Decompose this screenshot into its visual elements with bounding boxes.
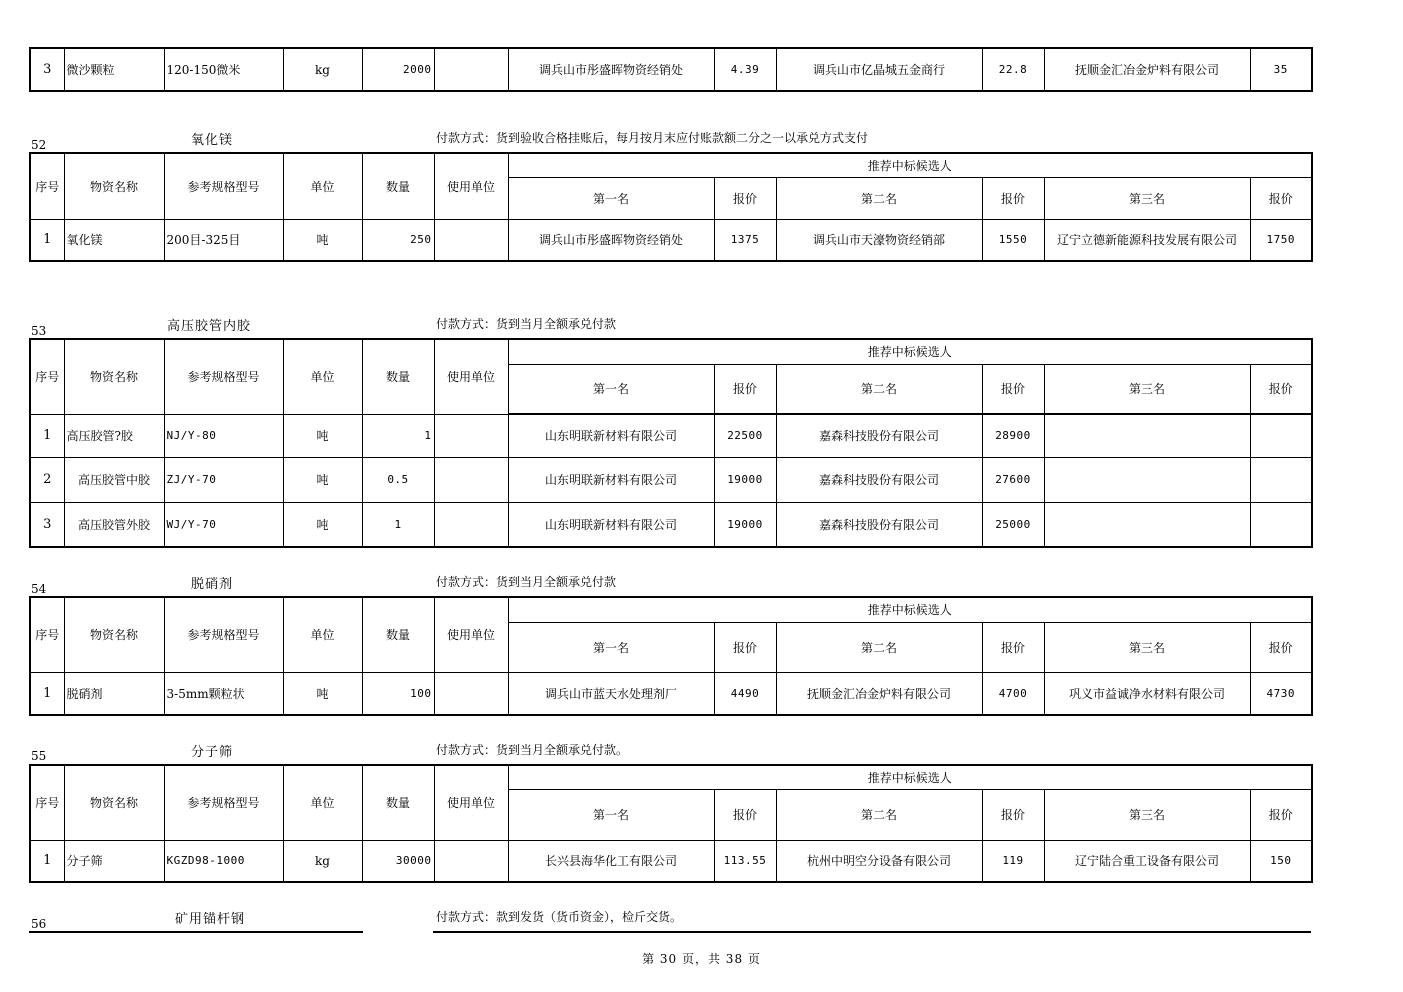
spec-cell: ZJ/Y-70 xyxy=(164,457,283,502)
second-company-cell: 调兵山市亿晶城五金商行 xyxy=(776,48,982,91)
header-unit: 单位 xyxy=(283,153,362,219)
second-price-cell: 27600 xyxy=(982,457,1044,502)
unit-cell: 吨 xyxy=(283,219,362,261)
header-unit: 单位 xyxy=(283,597,362,672)
header-price: 报价 xyxy=(982,177,1044,219)
first-company-cell: 山东明联新材料有限公司 xyxy=(508,414,714,457)
header-qty: 数量 xyxy=(362,153,434,219)
header-row xyxy=(30,765,1312,789)
second-price-cell: 28900 xyxy=(982,414,1044,457)
second-price-cell: 1550 xyxy=(982,219,1044,261)
header-user: 使用单位 xyxy=(434,765,508,840)
header-spec: 参考规格型号 xyxy=(164,339,283,414)
header-name: 物资名称 xyxy=(64,339,164,414)
spec-cell: NJ/Y-80 xyxy=(164,414,283,457)
header-second: 第二名 xyxy=(776,789,982,840)
first-company-cell: 山东明联新材料有限公司 xyxy=(508,502,714,547)
header-recommend: 推荐中标候选人 xyxy=(508,153,1312,177)
table-top xyxy=(29,47,1313,92)
name-cell: 氧化镁 xyxy=(64,219,164,261)
third-company-cell: 辽宁陆合重工设备有限公司 xyxy=(1044,840,1250,882)
user-cell xyxy=(434,219,508,261)
first-price-cell: 19000 xyxy=(714,502,776,547)
table-row xyxy=(30,502,1312,547)
table-row xyxy=(30,840,1312,882)
header-price: 报价 xyxy=(1250,364,1312,414)
spec-cell: WJ/Y-70 xyxy=(164,502,283,547)
second-company-cell: 嘉森科技股份有限公司 xyxy=(776,414,982,457)
first-price-cell: 1375 xyxy=(714,219,776,261)
header-price: 报价 xyxy=(1250,177,1312,219)
unit-cell: kg xyxy=(283,48,362,91)
payment-terms: 付款方式：款到发货（货币资金），检斤交货。 xyxy=(436,910,683,924)
section-title: 高压胶管内胶 xyxy=(167,319,252,334)
section-number: 54 xyxy=(31,582,47,596)
section-number: 52 xyxy=(31,138,47,152)
third-price-cell: 150 xyxy=(1250,840,1312,882)
unit-cell: 吨 xyxy=(283,414,362,457)
qty-cell: 30000 xyxy=(362,840,434,882)
table-row xyxy=(30,414,1312,457)
header-seq: 序号 xyxy=(30,153,64,219)
spec-cell: KGZD98-1000 xyxy=(164,840,283,882)
header-qty: 数量 xyxy=(362,597,434,672)
first-price-cell: 4.39 xyxy=(714,48,776,91)
seq-cell: 1 xyxy=(30,672,64,715)
header-second: 第二名 xyxy=(776,622,982,672)
second-price-cell: 119 xyxy=(982,840,1044,882)
section-underline xyxy=(29,931,363,933)
seq-cell: 3 xyxy=(30,48,64,91)
payment-terms: 付款方式：货到验收合格挂账后，每月按月末应付账款额二分之一以承兑方式支付 xyxy=(436,131,869,145)
table-55 xyxy=(29,764,1313,883)
header-recommend: 推荐中标候选人 xyxy=(508,597,1312,622)
header-second: 第二名 xyxy=(776,177,982,219)
user-cell xyxy=(434,840,508,882)
header-recommend: 推荐中标候选人 xyxy=(508,339,1312,364)
user-cell xyxy=(434,48,508,91)
header-unit: 单位 xyxy=(283,339,362,414)
qty-cell: 1 xyxy=(362,414,434,457)
seq-cell: 1 xyxy=(30,414,64,457)
second-company-cell: 调兵山市天濠物资经销部 xyxy=(776,219,982,261)
user-cell xyxy=(434,457,508,502)
unit-cell: kg xyxy=(283,840,362,882)
user-cell xyxy=(434,414,508,457)
header-price: 报价 xyxy=(714,364,776,414)
first-company-cell: 调兵山市彤盛晖物资经销处 xyxy=(508,48,714,91)
first-price-cell: 113.55 xyxy=(714,840,776,882)
section-title: 矿用锚杆钢 xyxy=(175,912,246,927)
header-first: 第一名 xyxy=(508,177,714,219)
third-company-cell: 巩义市益诚净水材料有限公司 xyxy=(1044,672,1250,715)
spec-cell: 120-150微米 xyxy=(164,48,283,91)
name-cell: 微沙颗粒 xyxy=(64,48,164,91)
header-spec: 参考规格型号 xyxy=(164,597,283,672)
header-first: 第一名 xyxy=(508,622,714,672)
name-cell: 高压胶管中胶 xyxy=(64,457,164,502)
third-company-cell: 辽宁立德新能源科技发展有限公司 xyxy=(1044,219,1250,261)
unit-cell: 吨 xyxy=(283,502,362,547)
user-cell xyxy=(434,502,508,547)
first-price-cell: 22500 xyxy=(714,414,776,457)
name-cell: 高压胶管外胶 xyxy=(64,502,164,547)
header-user: 使用单位 xyxy=(434,339,508,414)
section-title: 脱硝剂 xyxy=(191,577,234,592)
header-recommend: 推荐中标候选人 xyxy=(508,765,1312,789)
header-row xyxy=(30,339,1312,364)
third-price-cell xyxy=(1250,457,1312,502)
seq-cell: 2 xyxy=(30,457,64,502)
header-price: 报价 xyxy=(982,789,1044,840)
qty-cell: 100 xyxy=(362,672,434,715)
table-53 xyxy=(29,338,1313,548)
table-row xyxy=(30,457,1312,502)
section-title: 氧化镁 xyxy=(191,133,234,148)
header-qty: 数量 xyxy=(362,765,434,840)
qty-cell: 1 xyxy=(362,502,434,547)
header-name: 物资名称 xyxy=(64,153,164,219)
page-footer: 第 30 页，共 38 页 xyxy=(642,952,761,966)
first-company-cell: 长兴县海华化工有限公司 xyxy=(508,840,714,882)
header-third: 第三名 xyxy=(1044,177,1250,219)
header-qty: 数量 xyxy=(362,339,434,414)
second-price-cell: 22.8 xyxy=(982,48,1044,91)
name-cell: 脱硝剂 xyxy=(64,672,164,715)
qty-cell: 250 xyxy=(362,219,434,261)
header-third: 第三名 xyxy=(1044,364,1250,414)
header-seq: 序号 xyxy=(30,339,64,414)
third-price-cell: 4730 xyxy=(1250,672,1312,715)
third-price-cell: 1750 xyxy=(1250,219,1312,261)
table-row xyxy=(30,219,1312,261)
second-company-cell: 抚顺金汇冶金炉料有限公司 xyxy=(776,672,982,715)
table-52 xyxy=(29,152,1313,262)
header-unit: 单位 xyxy=(283,765,362,840)
first-price-cell: 4490 xyxy=(714,672,776,715)
third-price-cell: 35 xyxy=(1250,48,1312,91)
header-user: 使用单位 xyxy=(434,153,508,219)
name-cell: 高压胶管?胶 xyxy=(64,414,164,457)
first-company-cell: 山东明联新材料有限公司 xyxy=(508,457,714,502)
unit-cell: 吨 xyxy=(283,457,362,502)
payment-terms: 付款方式：货到当月全额承兑付款。 xyxy=(436,743,629,757)
header-user: 使用单位 xyxy=(434,597,508,672)
section-number: 55 xyxy=(31,749,47,763)
payment-underline xyxy=(433,931,1311,933)
header-price: 报价 xyxy=(1250,789,1312,840)
header-spec: 参考规格型号 xyxy=(164,765,283,840)
header-second: 第二名 xyxy=(776,364,982,414)
header-price: 报价 xyxy=(1250,622,1312,672)
third-company-cell xyxy=(1044,457,1250,502)
header-price: 报价 xyxy=(714,622,776,672)
seq-cell: 1 xyxy=(30,840,64,882)
third-company-cell: 抚顺金汇冶金炉料有限公司 xyxy=(1044,48,1250,91)
third-price-cell xyxy=(1250,414,1312,457)
header-price: 报价 xyxy=(982,364,1044,414)
section-title: 分子筛 xyxy=(191,745,234,760)
name-cell: 分子筛 xyxy=(64,840,164,882)
user-cell xyxy=(434,672,508,715)
seq-cell: 3 xyxy=(30,502,64,547)
header-third: 第三名 xyxy=(1044,789,1250,840)
first-price-cell: 19000 xyxy=(714,457,776,502)
header-spec: 参考规格型号 xyxy=(164,153,283,219)
spec-cell: 200目-325目 xyxy=(164,219,283,261)
first-company-cell: 调兵山市蓝天水处理剂厂 xyxy=(508,672,714,715)
header-first: 第一名 xyxy=(508,364,714,414)
header-row xyxy=(30,153,1312,177)
third-company-cell xyxy=(1044,502,1250,547)
section-number: 56 xyxy=(31,917,47,931)
first-company-cell: 调兵山市彤盛晖物资经销处 xyxy=(508,219,714,261)
table-54 xyxy=(29,596,1313,716)
section-number: 53 xyxy=(31,324,47,338)
payment-terms: 付款方式：货到当月全额承兑付款 xyxy=(436,575,617,589)
header-third: 第三名 xyxy=(1044,622,1250,672)
table-row xyxy=(30,672,1312,715)
header-price: 报价 xyxy=(714,789,776,840)
second-price-cell: 25000 xyxy=(982,502,1044,547)
header-name: 物资名称 xyxy=(64,597,164,672)
header-first: 第一名 xyxy=(508,789,714,840)
second-price-cell: 4700 xyxy=(982,672,1044,715)
second-company-cell: 嘉森科技股份有限公司 xyxy=(776,502,982,547)
second-company-cell: 杭州中明空分设备有限公司 xyxy=(776,840,982,882)
header-price: 报价 xyxy=(982,622,1044,672)
header-seq: 序号 xyxy=(30,597,64,672)
header-price: 报价 xyxy=(714,177,776,219)
third-price-cell xyxy=(1250,502,1312,547)
table-row xyxy=(30,48,1312,91)
header-seq: 序号 xyxy=(30,765,64,840)
unit-cell: 吨 xyxy=(283,672,362,715)
second-company-cell: 嘉森科技股份有限公司 xyxy=(776,457,982,502)
third-company-cell xyxy=(1044,414,1250,457)
qty-cell: 2000 xyxy=(362,48,434,91)
header-row xyxy=(30,597,1312,622)
payment-terms: 付款方式：货到当月全额承兑付款 xyxy=(436,317,617,331)
qty-cell: 0.5 xyxy=(362,457,434,502)
seq-cell: 1 xyxy=(30,219,64,261)
spec-cell: 3-5mm颗粒状 xyxy=(164,672,283,715)
header-name: 物资名称 xyxy=(64,765,164,840)
